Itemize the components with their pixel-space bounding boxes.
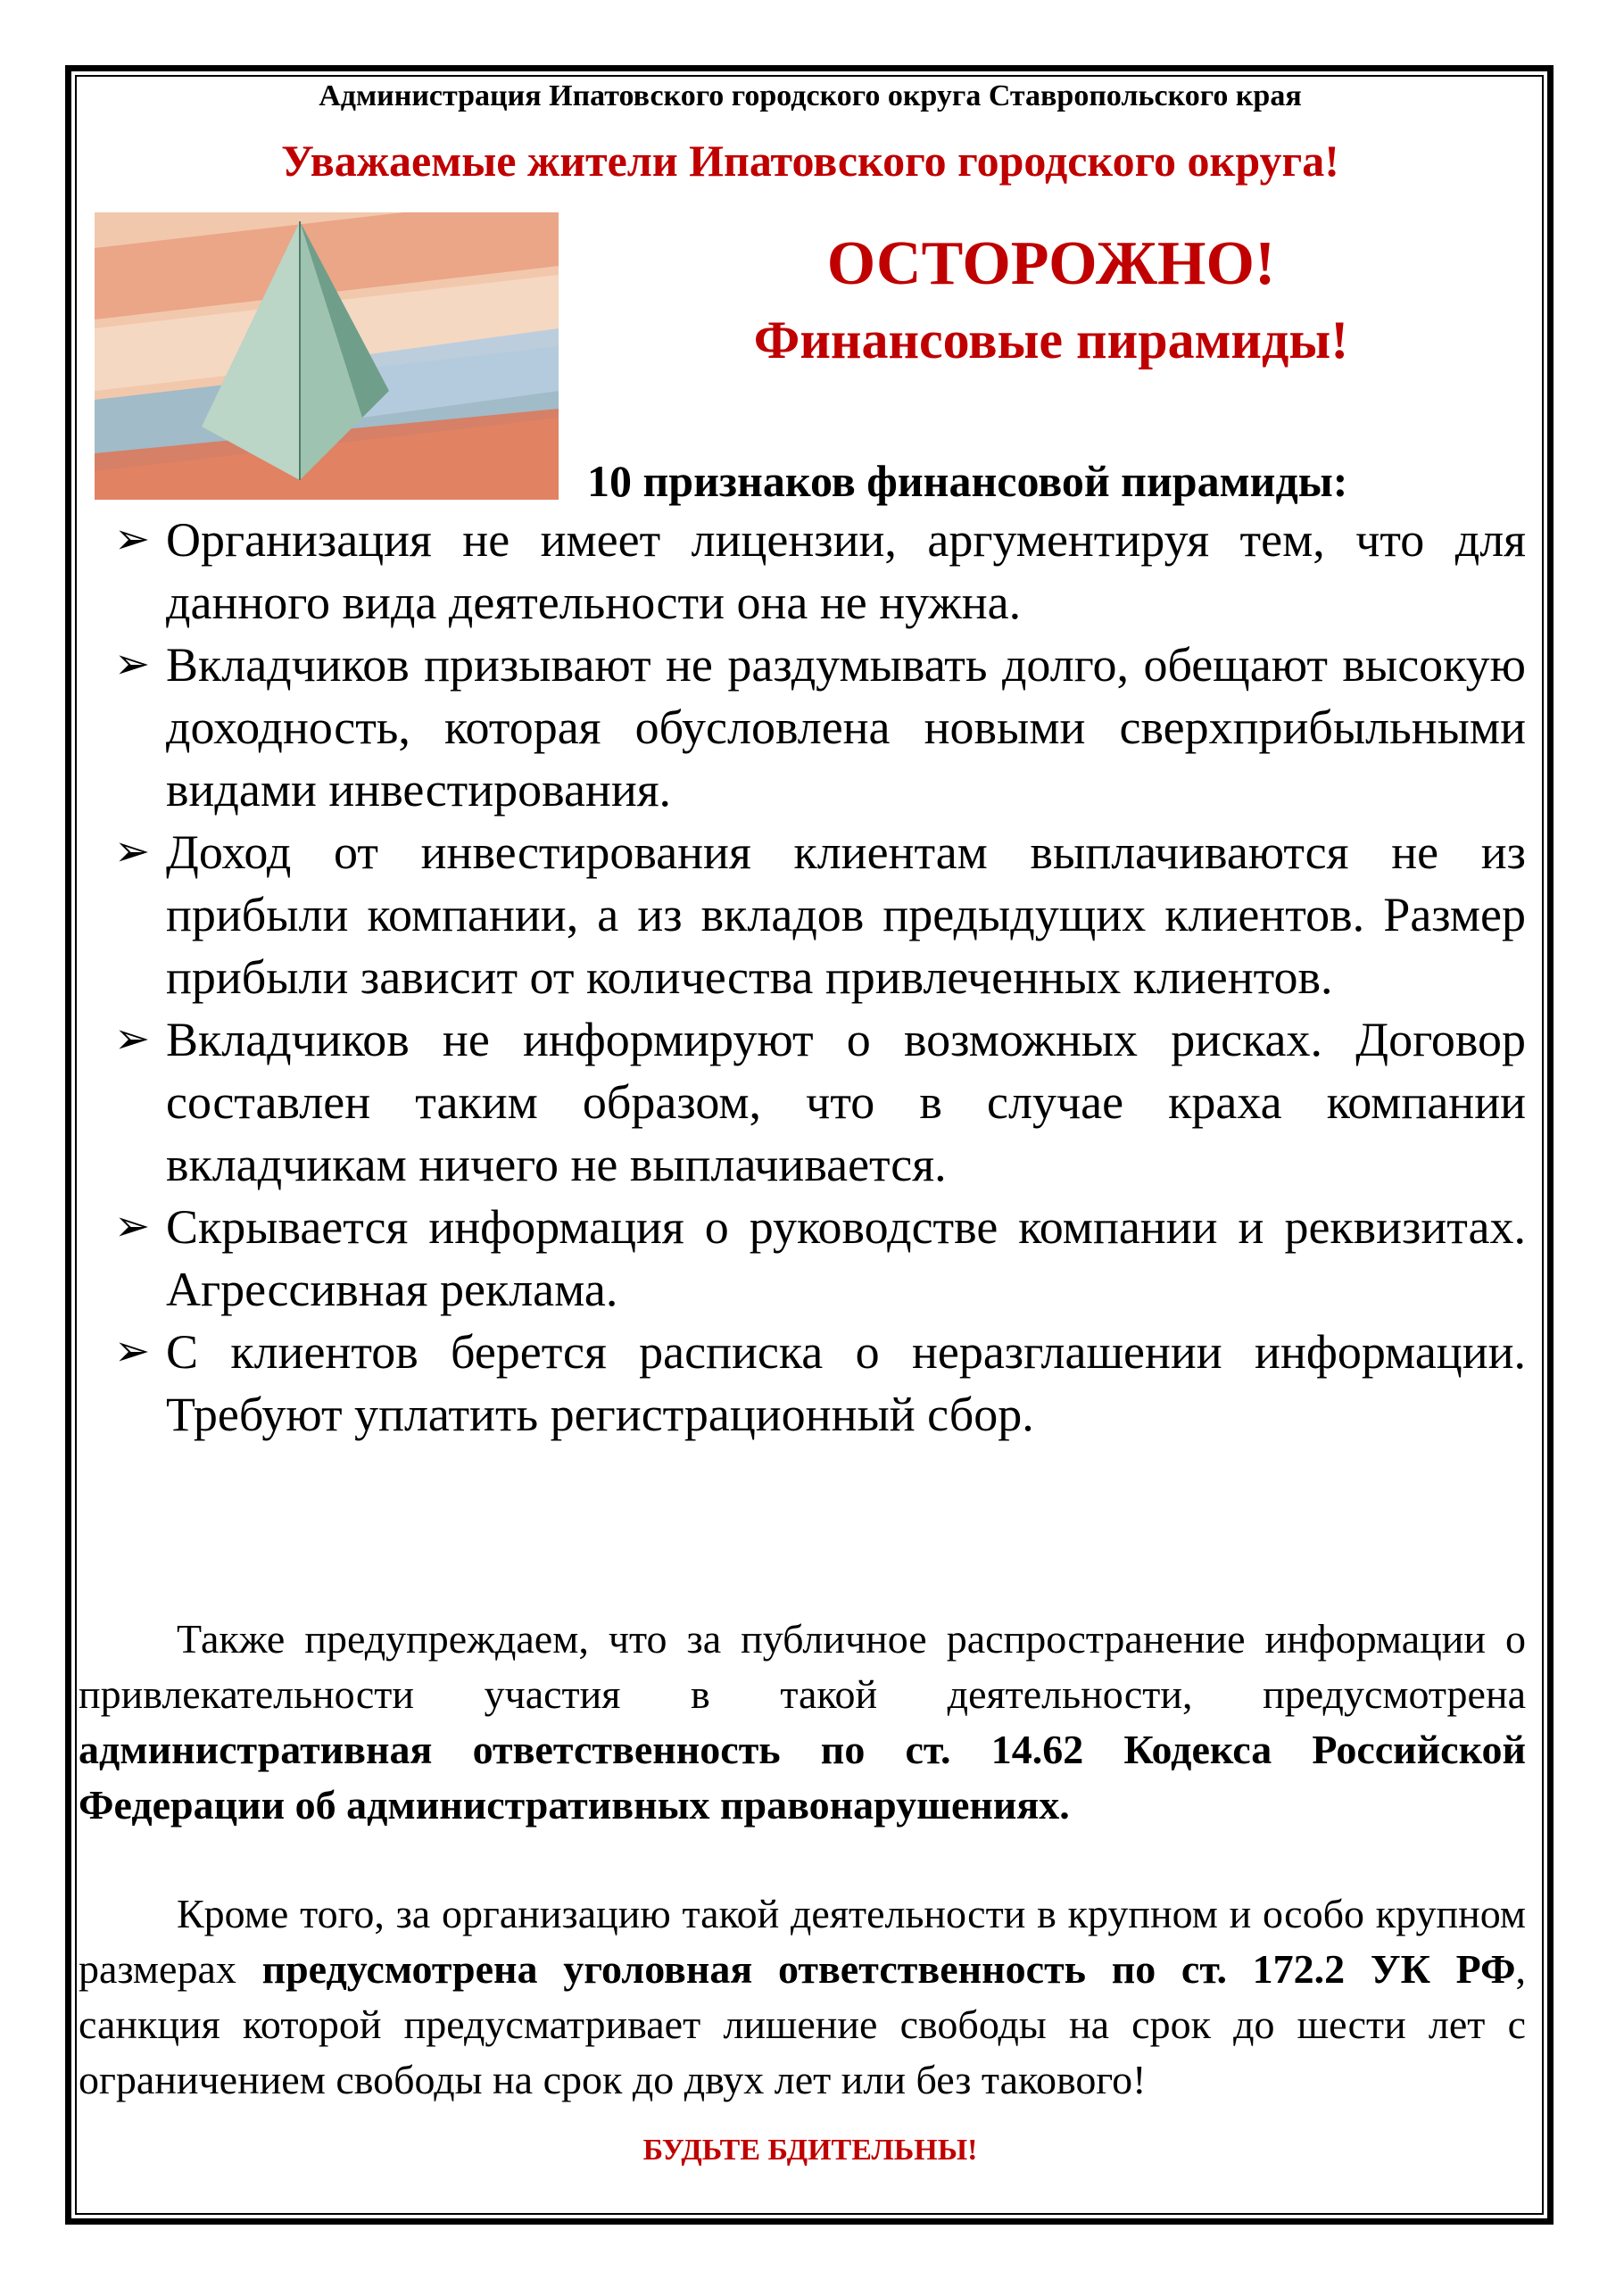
arrow-bullet-icon: ➢	[114, 1328, 151, 1375]
paragraph-text: Также предупреждаем, что за публичное распространение информации о привлекательности участия в такой деятельности, предусмотрена	[79, 1616, 1526, 1717]
greeting-header: Уважаемые жители Ипатовского городского округа!	[281, 136, 1339, 186]
list-item-text: Организация не имеет лицензии, аргументируя тем, что для данного вида деятельности она не нужна.	[166, 513, 1526, 629]
list-item-text: Вкладчиков не информируют о возможных рисках. Договор составлен таким образом, что в случае краха компании вкладчикам ничего не выплачивается.	[166, 1013, 1526, 1191]
paragraph-bold-text: предусмотрена уголовная ответственность по ст. 172.2 УК РФ	[261, 1946, 1516, 1992]
arrow-bullet-icon: ➢	[114, 516, 151, 563]
list-item-text: Вкладчиков призывают не раздумывать долго, обещают высокую доходность, которая обусловлена новыми сверхприбыльными видами инвестирования.	[166, 638, 1526, 816]
arrow-bullet-icon: ➢	[114, 828, 151, 875]
paragraph-text-end: , санкция которой предусматривает лишение свободы на срок до шести лет с ограничением свободы на срок до двух лет или без такового!	[79, 1946, 1526, 2102]
paragraph-text: Кроме того, за организацию такой деятельности в крупном и особо крупном размерах	[79, 1891, 1526, 1992]
arrow-bullet-icon: ➢	[114, 1015, 151, 1063]
criminal-liability-paragraph	[79, 1886, 1526, 2108]
list-item-text: Скрывается информация о руководстве компании и реквизитах. Агрессивная реклама.	[166, 1200, 1526, 1316]
list-item	[114, 821, 1526, 1008]
arrow-bullet-icon: ➢	[114, 1203, 151, 1250]
money-pyramid-photo	[95, 212, 559, 500]
warning-title: ОСТОРОЖНО!	[826, 229, 1276, 298]
list-item	[114, 509, 1526, 634]
administrative-liability-paragraph	[79, 1612, 1526, 1833]
list-item	[114, 1321, 1526, 1446]
administration-header: Администрация Ипатовского городского округа Ставропольского края	[319, 79, 1302, 112]
paragraph-bold-text: административная ответственность по ст. 14.62 Кодекса Российской Федерации об административных правонарушениях.	[79, 1727, 1526, 1828]
signs-list	[114, 509, 1526, 1446]
arrow-bullet-icon: ➢	[114, 641, 151, 688]
list-item	[114, 1196, 1526, 1321]
list-item	[114, 634, 1526, 821]
footer-warning: БУДЬТЕ БДИТЕЛЬНЫ!	[642, 2134, 978, 2167]
money-pyramid-illustration	[95, 212, 559, 500]
warning-subtitle: Финансовые пирамиды!	[753, 311, 1349, 369]
signs-heading: 10 признаков финансовой пирамиды:	[587, 456, 1348, 506]
list-item	[114, 1008, 1526, 1196]
list-item-text: С клиентов берется расписка о неразглашении информации. Требуют уплатить регистрационный сбор.	[166, 1325, 1526, 1441]
list-item-text: Доход от инвестирования клиентам выплачиваются не из прибыли компании, а из вкладов предыдущих клиентов. Размер прибыли зависит от количества привлеченных клиентов.	[166, 825, 1526, 1004]
